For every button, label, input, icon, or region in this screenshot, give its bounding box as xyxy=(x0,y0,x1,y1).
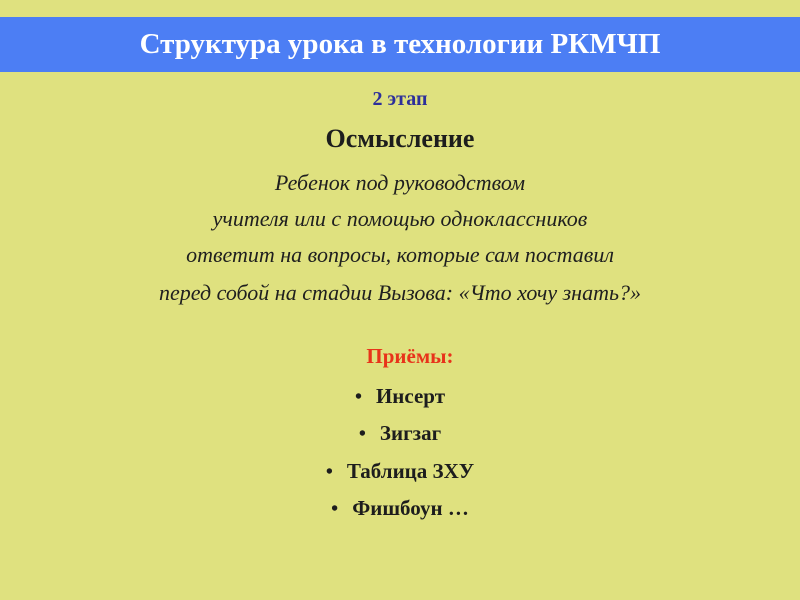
technique-label: Фишбоун … xyxy=(352,496,469,520)
description-line-2: учителя или с помощью одноклассников xyxy=(212,206,588,231)
technique-label: Инсерт xyxy=(375,384,446,408)
slide-title: Структура урока в технологии РКМЧП xyxy=(139,28,661,60)
description-line-4: перед собой на стадии Вызова: «Что хочу знать?» xyxy=(159,280,641,305)
bullet-icon: • xyxy=(354,386,362,408)
technique-label: Зигзаг xyxy=(379,421,442,445)
technique-item xyxy=(0,496,800,521)
section-heading: Осмысление xyxy=(325,124,475,153)
title-bar xyxy=(0,17,800,72)
bullet-icon: • xyxy=(331,498,339,520)
technique-item xyxy=(0,384,800,409)
technique-label: Таблица ЗХУ xyxy=(346,459,475,483)
bullet-icon: • xyxy=(325,461,333,483)
techniques-label: Приёмы: xyxy=(366,344,454,368)
bullet-icon: • xyxy=(358,423,366,445)
description-line-1: Ребенок под руководством xyxy=(274,170,526,195)
technique-item xyxy=(0,421,800,446)
description-line-3: ответит на вопросы, которые сам поставил xyxy=(186,242,614,267)
stage-label: 2 этап xyxy=(372,88,428,110)
technique-item xyxy=(0,459,800,484)
